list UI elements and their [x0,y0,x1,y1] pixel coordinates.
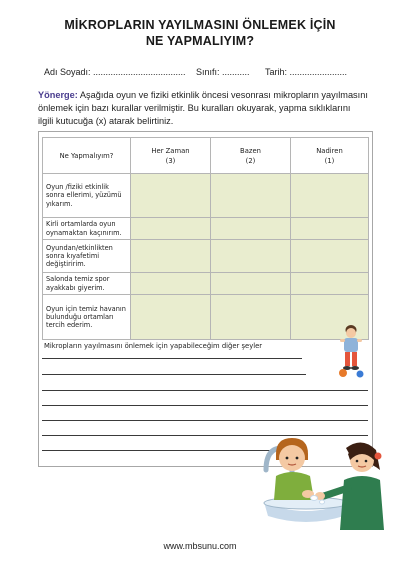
header-always: Her Zaman (3) [131,138,211,174]
answer-cell-always[interactable] [131,273,211,295]
table-row [43,295,369,340]
answer-cell-rarely[interactable] [291,218,369,240]
instructions-text: Aşağıda oyun ve fiziki etkinlik öncesi vesonrası mikropların yayılmasını önlemek için bazı kurallar verilmiştir. Bu kuralları okuyarak, yapma sıklıklarını ilgili kutucuğa (x) atarak belirtiniz. [38,90,368,126]
header-rarely: Nadiren (1) [291,138,369,174]
header-sometimes: Bazen (2) [211,138,291,174]
instructions [38,89,368,128]
class-field[interactable]: Sınıfı: ........... [196,67,250,77]
writing-line[interactable] [42,405,368,406]
question-cell: Oyundan/etkinlikten sonra kıyafetimi değiştiririm. [43,240,131,273]
boy-with-ball-illustration [334,322,368,378]
survey-table [42,137,369,340]
page-title: MİKROPLARIN YAYILMASINI ÖNLEMEK İÇİN [64,18,336,32]
page-subtitle: NE YAPMALIYIM? [145,34,255,48]
answer-cell-always[interactable] [131,240,211,273]
writing-line[interactable] [42,420,368,421]
table-row [43,273,369,295]
table-row [43,240,369,273]
children-washing-hands-illustration [262,430,386,534]
question-cell: Oyun /fiziki etkinlik sonra elleri̇mi̇, yüzümü yıkarım. [43,174,131,218]
table-row [43,174,369,218]
answer-cell-sometimes[interactable] [211,295,291,340]
instructions-label: Yönerge: [38,90,78,100]
writing-line[interactable] [42,390,368,391]
answer-cell-always[interactable] [131,218,211,240]
answer-cell-sometimes[interactable] [211,174,291,218]
notes-label: Mikropların yayılmasını önlemek için yapabileceğim diğer şeyler [44,342,263,350]
header-question: Ne Yapmalıyım? [43,138,131,174]
answer-cell-sometimes[interactable] [211,273,291,295]
footer-url[interactable]: www.mbsunu.com [163,541,237,551]
answer-cell-always[interactable] [131,295,211,340]
writing-line[interactable] [42,374,306,375]
writing-line[interactable] [42,358,302,359]
answer-cell-always[interactable] [131,174,211,218]
date-field[interactable]: Tarih: ....................... [265,67,348,77]
answer-cell-rarely[interactable] [291,240,369,273]
answer-cell-rarely[interactable] [291,174,369,218]
question-cell: Kirli ortamlarda oyun oynamaktan kaçınırım. [43,218,131,240]
answer-cell-rarely[interactable] [291,273,369,295]
answer-cell-sometimes[interactable] [211,240,291,273]
name-field[interactable]: Adı Soyadı: ..................................... [44,67,186,77]
writing-line[interactable] [42,450,272,451]
table-row [43,218,369,240]
question-cell: Oyun için temiz havanın bulunduğu ortamları tercih ederim. [43,295,131,340]
table-header-row [43,138,369,174]
question-cell: Salonda temiz spor ayakkabı giyerim. [43,273,131,295]
answer-cell-sometimes[interactable] [211,218,291,240]
